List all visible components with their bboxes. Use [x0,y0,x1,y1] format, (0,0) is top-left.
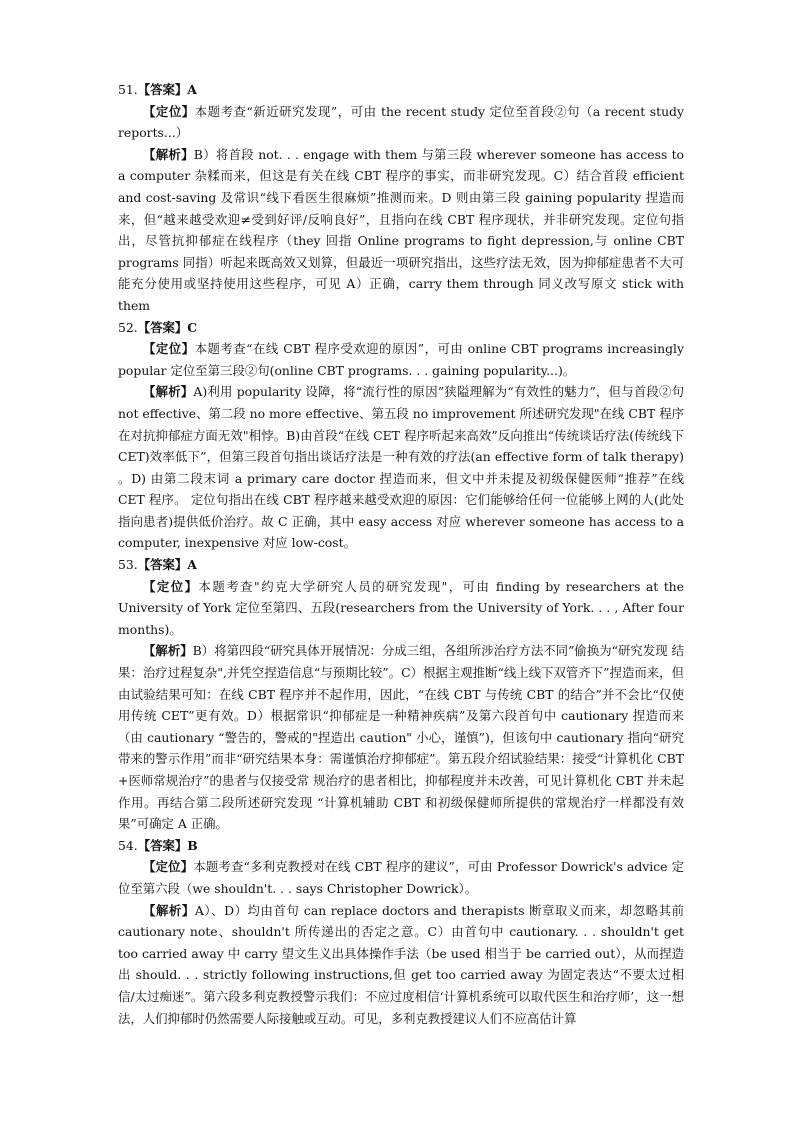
positioning-label: 【定位】 [143,578,199,594]
positioning-label: 【定位】 [143,103,195,119]
analysis-label: 【解析】 [143,902,195,918]
positioning-label: 【定位】 [143,859,194,875]
answer-value: B [187,837,198,853]
analysis-text: B）将首段 not. . . engage with them 与第三段 wherever someone has access to a computer 杂糅而来，但这是有关在线 CBT 程序的事实，而非研究发现。C）结合首段 efficient and cost-saving 及常识“线下看医生很麻烦”推测而来。D 则由第三段 gaining popularity 捏造而来，但“越来越受欢迎≠受到好评/反响良好”，且指向在线 CBT 程序现状，并非研究发现。定位句指出，尽管抗抑郁症在线程序（they 回指 Online programs to fight depression,与 online CBT programs 同指）听起来既高效又划算，但最近一项研究指出，这些疗法无效，因为抑郁症患者不大可能充分使用或坚持使用这些程序，可见 A）正确，carry them through 同义改写原文 stick with them [118,146,685,313]
positioning-text: 本题考查"约克大学研究人员的研究发现"，可由 finding by researchers at the University of York 定位至第四、五段(researchers from the University of York. . . , After four months)。 [118,578,684,637]
positioning-label: 【定位】 [143,341,195,357]
analysis-label: 【解析】 [143,643,193,659]
answer-label: 【答案】 [137,319,188,335]
analysis-paragraph [118,640,684,834]
analysis-paragraph [118,144,684,317]
answer-heading [118,554,684,576]
question-number: 51. [118,82,138,97]
positioning-text: 本题考查“在线 CBT 程序受欢迎的原因”，可由 online CBT programs increasingly popular 定位至第三段②句(online CBT programs. . . gaining popularity...)。 [118,341,684,378]
positioning-paragraph [118,856,684,899]
question-number: 54. [118,837,138,853]
answer-heading [118,835,684,857]
answer-heading [118,79,684,101]
question-number: 52. [118,319,138,335]
answer-value: C [187,319,198,335]
answer-label: 【答案】 [137,837,188,853]
positioning-paragraph [118,576,684,641]
question-53 [118,554,684,835]
question-52 [118,317,684,555]
question-51 [118,79,684,317]
answer-value: A [187,557,197,573]
question-number: 53. [118,557,138,573]
positioning-paragraph [118,338,684,381]
analysis-text: A)利用 popularity 设障，将“流行性的原因”狭隘理解为“有效性的魅力”，但与首段②句 not effective、第二段 no more effective、第五段 no improvement 所述研究发现"在线 CBT 程序在对抗抑郁症方面无效"相悖。B)由首段“在线 CET 程序听起来高效”反向推出“传统谈话疗法(传统线下 CET)效率低下”，但第三段首句指出谈话疗法是一种有效的疗法(an effective form of talk therapy) 。D) 由第二段末词 a primary care doctor 捏造而来，但文中并未提及初级保健医师“推荐”在线 CET 程序。 定位句指出在线 CBT 程序越来越受欢迎的原因：它们能够给任何一位能够上网的人(此处指向患者)提供低价治疗。故 C 正确，其中 easy access 对应 wherever someone has access to a computer, inexpensive 对应 low-cost。 [118,384,685,551]
positioning-text: 本题考查“多利克教授对在线 CBT 程序的建议”，可由 Professor Dowrick's advice 定位至第六段（we shouldn't. . . says Christopher Dowrick）。 [118,859,685,896]
analysis-label: 【解析】 [143,146,194,162]
question-54 [118,835,684,1029]
answer-heading [118,317,684,339]
answer-value: A [187,82,197,97]
analysis-text: A）、D）均由首句 can replace doctors and therapists 断章取义而来，却忽略其前 cautionary note、shouldn't 所传递出的否定之意。C）由首句中 cautionary. . . shouldn't get too carried away 中 carry 望文生义出具体操作手法（be used 相当于 be carried out），从而捏造出 should. . . strictly following instructions,但 get too carried away 为固定表达“不要太过相信/太过痴迷”。第六段多利克教授警示我们：不应过度相信‘计算机系统可以取代医生和治疗师’，这一想法，人们抑郁时仍然需要人际接触或互动。可见，多利克教授建议人们不应高估计算 [118,902,685,1026]
analysis-text: B）将第四段“研究具体开展情况：分成三组，各组所涉治疗方法不同”偷换为“研究发现 结果：治疗过程复杂",并凭空捏造信息“与预期比较”。C）根据主观推断“线上线下双管齐下”捏造而来，但由试验结果可知：在线 CBT 程序并不起作用，因此，“在线 CBT 与传统 CBT 的结合”并不会比“仅使用传统 CET”更有效。D）根据常识“抑郁症是一种精神疾病”及第六段首句中 cautionary 捏造而来（由 cautionary “警告的，警戒的"捏造出 caution" 小心，谨慎”)，但该句中 cautionary 指向“研究带来的警示作用”而非“研究结果本身：需谨慎治疗抑郁症”。第五段介绍试验结果：接受“计算机化 CBT +医师常规治疗”的患者与仅接受常 规治疗的患者相比，抑郁程度并未改善，可见计算机化 CBT 并未起作用。再结合第二段所述研究发现 “计算机辅助 CBT 和初级保健师所提供的常规治疗一样都没有效果”可确定 A 正确。 [118,643,685,832]
analysis-paragraph [118,381,684,554]
positioning-paragraph [118,101,684,144]
positioning-text: 本题考查“新近研究发现”，可由 the recent study 定位至首段②句（a recent study reports...） [118,103,684,141]
answer-label: 【答案】 [137,557,188,573]
analysis-paragraph [118,900,684,1030]
analysis-label: 【解析】 [143,384,194,400]
answer-explanations [118,79,684,1029]
answer-label: 【答案】 [137,82,188,97]
